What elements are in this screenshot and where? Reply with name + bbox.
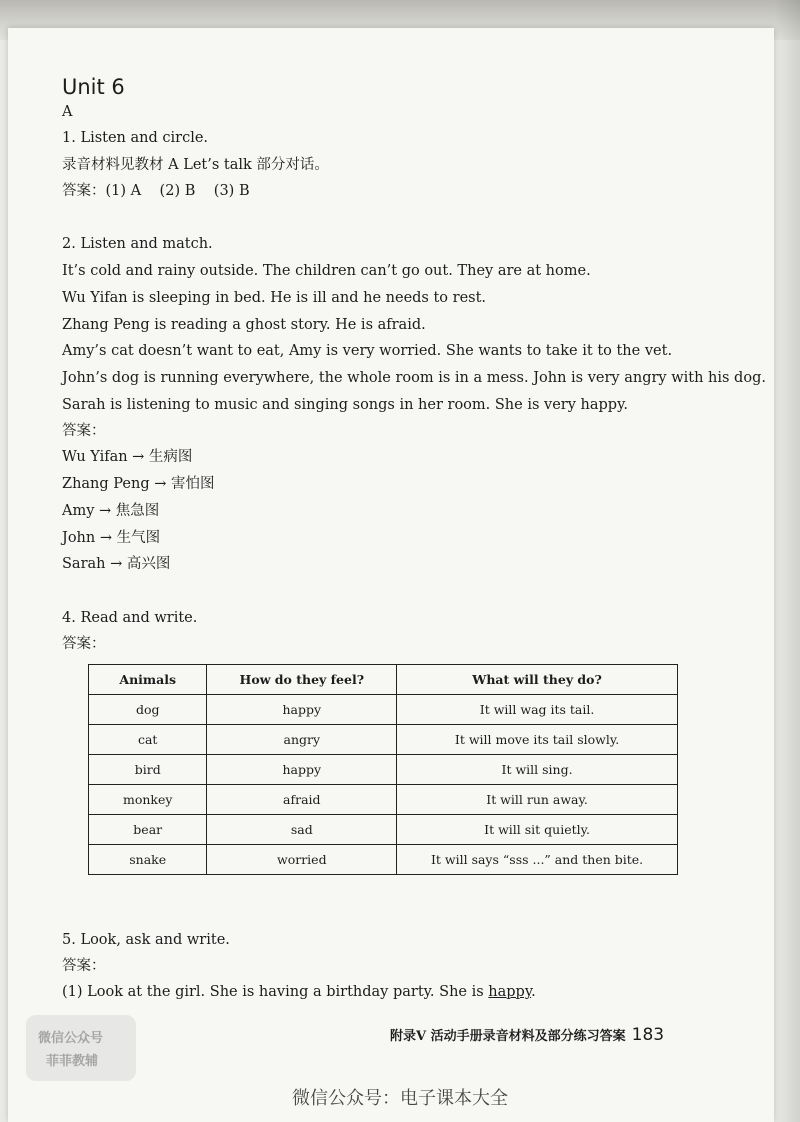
- exercise-2-line: Zhang Peng is reading a ghost story. He is afraid.: [62, 317, 426, 333]
- table-cell: It will sing.: [397, 755, 678, 785]
- exercise-2-match: Wu Yifan → 生病图: [62, 449, 193, 465]
- table-cell: happy: [207, 695, 397, 725]
- table-cell: monkey: [89, 785, 207, 815]
- exercise-2-line: Sarah is listening to music and singing songs in her room. She is very happy.: [62, 397, 628, 413]
- table-header-row: [89, 665, 678, 695]
- exercise-2-match: Zhang Peng → 害怕图: [62, 476, 215, 492]
- unit-title: Unit 6: [62, 75, 125, 99]
- watermark-text: 微信公众号: [38, 1031, 104, 1046]
- scan-edge-shadow: [774, 0, 800, 1122]
- exercise-2-line: John’s dog is running everywhere, the whole room is in a mess. John is very angry with his dog.: [62, 370, 766, 386]
- answer-text: (1) Look at the girl. She is having a birthday party. She is: [62, 984, 489, 1000]
- table-row: [89, 695, 678, 725]
- table-cell: It will move its tail slowly.: [397, 725, 678, 755]
- exercise-4-title: 4. Read and write.: [62, 610, 198, 626]
- table-cell: It will run away.: [397, 785, 678, 815]
- table-cell: cat: [89, 725, 207, 755]
- exercise-1-answer: 答案：(1) A (2) B (3) B: [62, 183, 250, 199]
- column-header: How do they feel?: [207, 665, 397, 695]
- answer-blank: happy: [488, 984, 532, 1000]
- table-cell: happy: [207, 755, 397, 785]
- exercise-2-match: Sarah → 高兴图: [62, 556, 171, 572]
- exercise-2-match: John → 生气图: [62, 530, 161, 546]
- table-row: [89, 815, 678, 845]
- table-row: [89, 725, 678, 755]
- exercise-5-answer-line: [62, 982, 536, 1002]
- column-header: What will they do?: [397, 665, 678, 695]
- exercise-2-line: Amy’s cat doesn’t want to eat, Amy is very worried. She wants to take it to the vet.: [62, 343, 673, 359]
- exercise-5-title: 5. Look, ask and write.: [62, 932, 230, 948]
- table-cell: worried: [207, 845, 397, 875]
- table-cell: snake: [89, 845, 207, 875]
- exercise-2-answer-label: 答案：: [62, 423, 106, 439]
- table-cell: bird: [89, 755, 207, 785]
- table-cell: It will says “sss ...” and then bite.: [397, 845, 678, 875]
- table-cell: sad: [207, 815, 397, 845]
- exercise-2-line: It’s cold and rainy outside. The children can’t go out. They are at home.: [62, 263, 591, 279]
- page-footer: [390, 1025, 664, 1045]
- table-cell: dog: [89, 695, 207, 725]
- exercise-2-title: 2. Listen and match.: [62, 236, 213, 252]
- section-label: A: [62, 104, 73, 120]
- exercise-2-line: Wu Yifan is sleeping in bed. He is ill and he needs to rest.: [62, 290, 487, 306]
- table-cell: It will sit quietly.: [397, 815, 678, 845]
- footer-text: 附录V 活动手册录音材料及部分练习答案: [390, 1029, 626, 1044]
- page-number: 183: [631, 1025, 665, 1045]
- table-row: [89, 845, 678, 875]
- table-cell: bear: [89, 815, 207, 845]
- exercise-4-answer-label: 答案：: [62, 636, 106, 652]
- table-row: [89, 755, 678, 785]
- answer-suffix: .: [531, 984, 536, 1000]
- watermark-text: 菲菲教辅: [46, 1054, 99, 1069]
- table-cell: It will wag its tail.: [397, 695, 678, 725]
- exercise-1-note: 录音材料见教材 A Let’s talk 部分对话。: [62, 157, 329, 173]
- table-row: [89, 785, 678, 815]
- bottom-watermark: 微信公众号：电子课本大全: [292, 1088, 508, 1109]
- exercise-2-match: Amy → 焦急图: [62, 503, 160, 519]
- answer-table: [88, 664, 678, 875]
- watermark-badge: [26, 1015, 136, 1081]
- exercise-5-answer-label: 答案：: [62, 958, 106, 974]
- table-cell: afraid: [207, 785, 397, 815]
- table-cell: angry: [207, 725, 397, 755]
- exercise-1-title: 1. Listen and circle.: [62, 130, 209, 146]
- column-header: Animals: [89, 665, 207, 695]
